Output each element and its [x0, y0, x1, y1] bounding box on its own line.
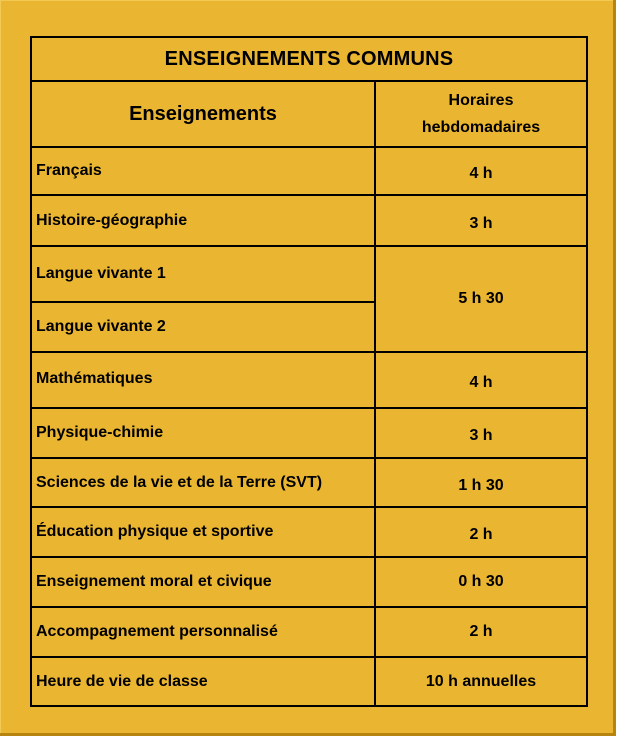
header-hours	[375, 81, 587, 147]
subject-cell: Langue vivante 2	[31, 302, 375, 352]
table-row	[31, 458, 587, 507]
hours-cell-merged	[375, 246, 587, 352]
hours-value: 0 h 30	[458, 573, 504, 590]
subject-cell: Éducation physique et sportive	[31, 507, 375, 557]
subject-cell	[31, 352, 375, 408]
hours-value: 4 h	[469, 165, 493, 182]
hours-cell	[375, 657, 587, 706]
table-row	[31, 507, 587, 557]
table-title: ENSEIGNEMENTS COMMUNS	[31, 37, 587, 81]
hours-value: 4 h	[469, 374, 493, 391]
table-row	[31, 408, 587, 458]
table-row	[31, 657, 587, 706]
hours-cell	[375, 607, 587, 657]
hours-value: 3 h	[469, 427, 493, 444]
subject-cell: Accompagnement personnalisé	[31, 607, 375, 657]
subject-label: Mathématiques	[36, 370, 153, 387]
hours-value: 10 h annuelles	[425, 672, 537, 690]
table-row	[31, 352, 587, 408]
hours-value: 1 h 30	[458, 476, 504, 494]
hours-cell	[375, 507, 587, 557]
subject-cell: Français	[31, 147, 375, 195]
subject-cell: Enseignement moral et civique	[31, 557, 375, 607]
timetable	[30, 36, 588, 707]
hours-value: 2 h	[469, 623, 493, 640]
subject-cell: Langue vivante 1	[31, 246, 375, 302]
header-subject: Enseignements	[31, 81, 375, 147]
hours-value: 3 h	[469, 214, 493, 232]
hours-cell	[375, 352, 587, 408]
table-row	[31, 147, 587, 195]
subject-cell: Sciences de la vie et de la Terre (SVT)	[31, 458, 375, 507]
table-row	[31, 195, 587, 246]
hours-cell	[375, 195, 587, 246]
hours-value: 5 h 30	[458, 290, 504, 307]
subject-cell: Heure de vie de classe	[31, 657, 375, 706]
hours-cell	[375, 147, 587, 195]
subject-cell: Physique-chimie	[31, 408, 375, 458]
table-row	[31, 246, 587, 302]
hours-cell	[375, 458, 587, 507]
hours-value: 2 h	[469, 526, 493, 543]
hours-cell	[375, 408, 587, 458]
hours-cell	[375, 557, 587, 607]
subject-cell: Histoire-géographie	[31, 195, 375, 246]
header-hours-line1: Horaires	[448, 92, 514, 109]
header-hours-line2: hebdomadaires	[421, 119, 541, 136]
table-row	[31, 557, 587, 607]
table-row	[31, 607, 587, 657]
